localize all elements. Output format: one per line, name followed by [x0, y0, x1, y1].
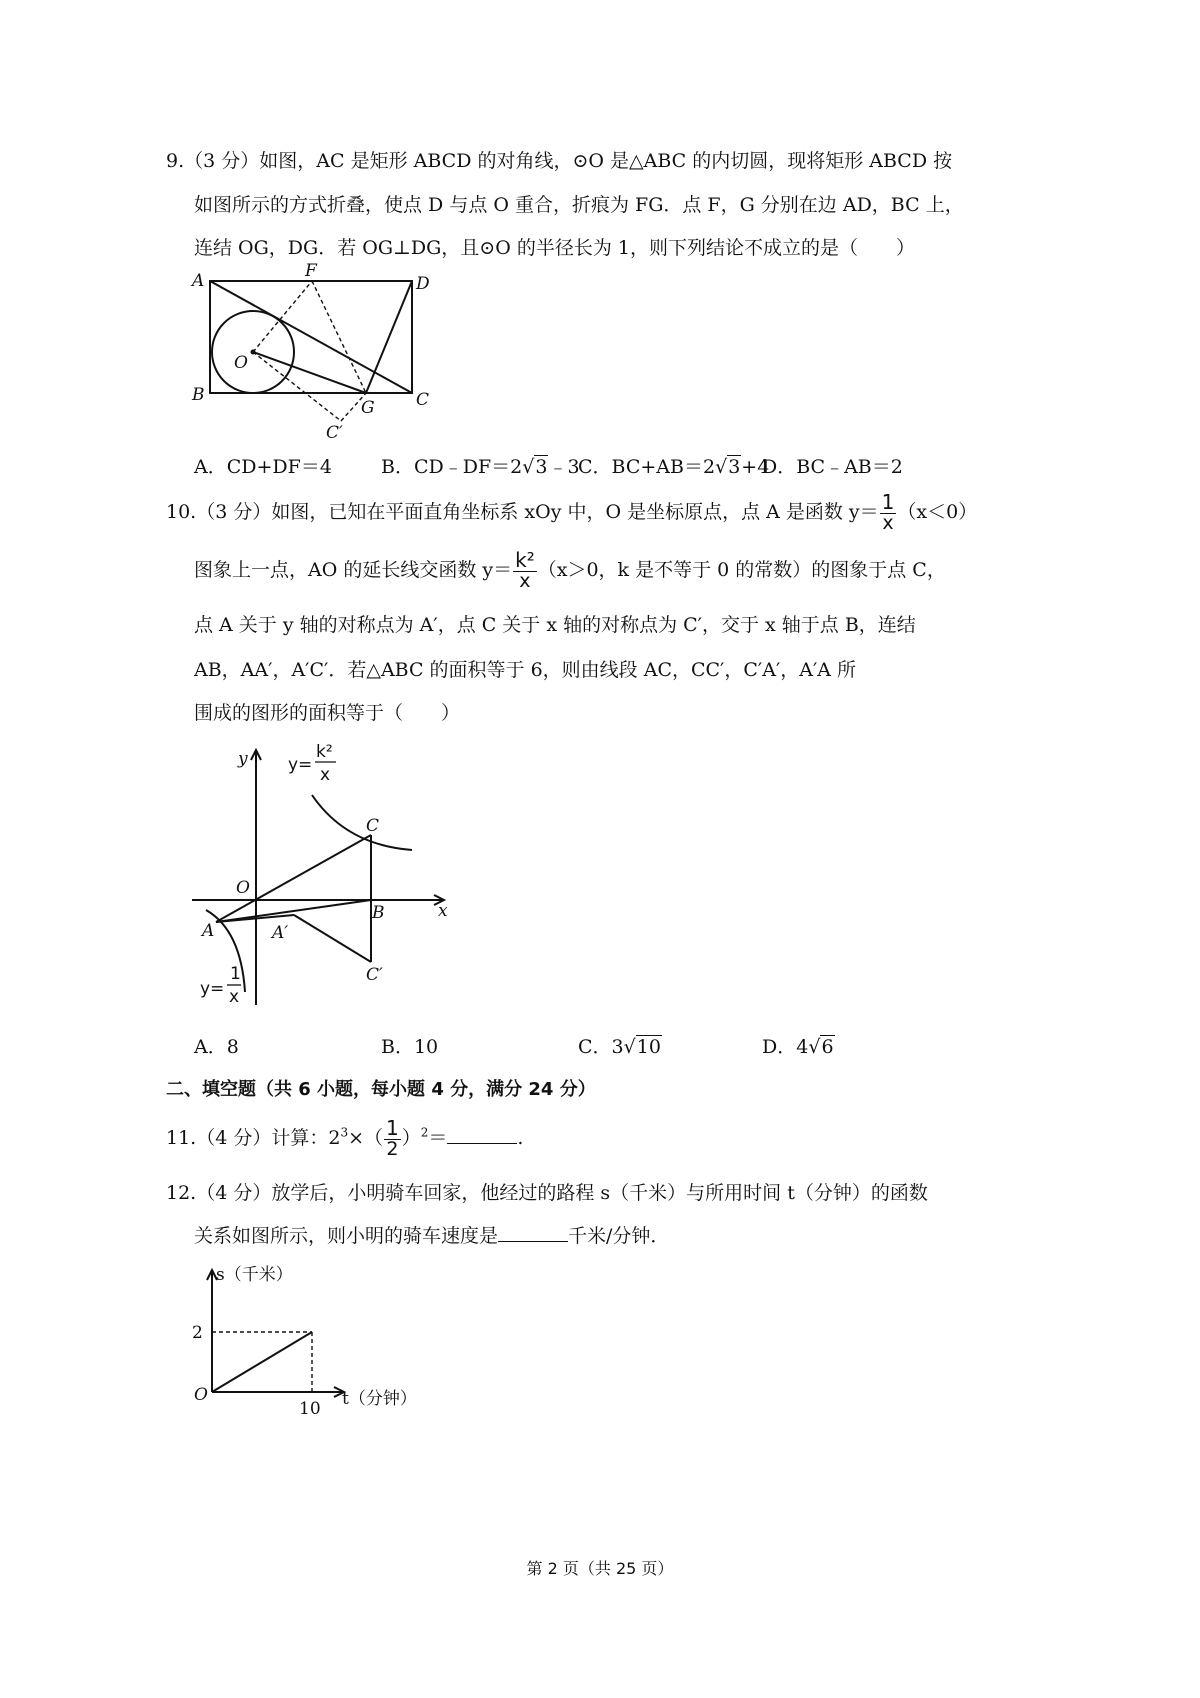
q11-equals: ＝ [428, 1126, 448, 1149]
label-d: D [416, 274, 430, 294]
q10-option-d[interactable] [762, 1032, 835, 1059]
label-b: B [372, 903, 385, 923]
q10-score: （3 分） [196, 500, 272, 523]
q10-option-d-text: D．4 [762, 1036, 809, 1058]
q10-option-c-text: C．3 [578, 1036, 624, 1058]
fraction-1-over-x [880, 492, 897, 534]
sqrt-sign-icon: √ [623, 1036, 636, 1058]
q12-number: 12. [166, 1182, 197, 1204]
segment-dg [366, 281, 412, 393]
q10-figure [186, 730, 476, 1020]
q11-score: （4 分） [196, 1126, 272, 1149]
q9-number: 9. [166, 150, 185, 172]
q9-option-d[interactable]: D．BC﹣AB＝2 [762, 456, 903, 478]
q12-text-2-tail: 千米/分钟． [568, 1225, 670, 1247]
q11-period: . [517, 1126, 524, 1149]
eq-bot-denominator: x [229, 987, 240, 1007]
eq-top-denominator: x [320, 765, 331, 785]
q10-text-1-tail: （x＜0） [897, 500, 978, 523]
q9-line3: 连结 OG，DG．若 OG⊥DG，且⊙O 的半径长为 1，则下列结论不成立的是（ ） [194, 237, 915, 259]
q10-option-a[interactable]: A．8 [194, 1036, 239, 1058]
q12-figure [186, 1262, 426, 1422]
page-footer: 第 2 页（共 25 页） [526, 1559, 674, 1578]
segment-ab [216, 900, 371, 922]
label-t-axis: t（分钟） [342, 1389, 417, 1409]
q11-times: ×（ [348, 1126, 384, 1149]
label-c: C [416, 390, 430, 410]
label-c: C [366, 816, 380, 836]
sqrt-sign-icon: √ [715, 456, 728, 478]
center-point-o [251, 350, 256, 355]
q10-number: 10. [166, 500, 197, 523]
label-a: A [192, 271, 205, 291]
q10-text-2-tail: （x＞0，k 是不等于 0 的常数）的图象于点 C， [537, 558, 946, 581]
fraction-numerator: 1 [881, 490, 895, 514]
q11-number: 11. [166, 1126, 197, 1149]
q9-option-c[interactable] [578, 452, 769, 479]
label-o: O [234, 353, 248, 373]
q9-text-1: 如图，AC 是矩形 ABCD 的对角线，⊙O 是△ABC 的内切圆，现将矩形 ABCD 按 [259, 150, 953, 172]
label-o: O [236, 878, 250, 898]
q9-line2: 如图所示的方式折叠，使点 D 与点 O 重合，折痕为 FG．点 F，G 分别在边 AD，BC 上， [194, 194, 964, 216]
section-2-title: 二、填空题（共 6 小题，每小题 4 分，满分 24 分） [166, 1079, 596, 1100]
q10-line4: AB，AA′，A′C′．若△ABC 的面积等于 6，则由线段 AC，CC′，C′A′，A′A 所 [194, 659, 857, 681]
q10-option-c-radicand: 10 [636, 1036, 661, 1058]
label-origin: O [194, 1385, 208, 1405]
q9-option-b-text: B．CD﹣DF＝2 [381, 456, 523, 478]
sqrt-sign-icon: √ [808, 1036, 821, 1058]
q12-text-2: 关系如图所示，则小明的骑车速度是 [194, 1225, 499, 1247]
fraction-1-over-2 [384, 1118, 401, 1160]
label-g: G [361, 398, 375, 418]
q9-option-c-text: C．BC+AB＝2 [578, 456, 716, 478]
q12-text-1: 放学后，小明骑车回家，他经过的路程 s（千米）与所用时间 t（分钟）的函数 [271, 1182, 928, 1204]
fraction-denominator: x [882, 512, 894, 534]
q10-text-2: 图象上一点，AO 的延长线交函数 y＝ [194, 558, 513, 581]
q10-line5: 围成的图形的面积等于（ ） [194, 702, 461, 724]
fraction-denominator: 2 [386, 1138, 399, 1160]
label-y-axis: y [238, 749, 248, 769]
label-a: A [202, 921, 215, 941]
q9-option-b[interactable] [381, 452, 580, 479]
q11-close-paren: ） [401, 1126, 421, 1149]
q11-answer-blank[interactable] [447, 1125, 517, 1144]
label-x-axis: x [438, 901, 448, 921]
q12-line2 [194, 1221, 669, 1248]
fraction-numerator: k² [515, 548, 535, 572]
segment-a2c2 [294, 915, 371, 962]
q11-exponent-2: 2 [420, 1125, 429, 1140]
q12-line1 [166, 1178, 928, 1205]
q10-text-1: 如图，已知在平面直角坐标系 xOy 中，O 是坐标原点，点 A 是函数 y＝ [271, 500, 879, 523]
label-c-prime: C′ [326, 423, 343, 443]
eq-top-prefix: y= [288, 755, 313, 775]
q12-score: （4 分） [196, 1182, 272, 1204]
q11-exponent-1: 3 [340, 1125, 349, 1140]
dash-oc2 [253, 352, 341, 421]
eq-top-numerator: k² [316, 742, 333, 762]
label-s-axis: s（千米） [216, 1265, 293, 1285]
sqrt-sign-icon: √ [522, 456, 535, 478]
fraction-numerator: 1 [386, 1116, 399, 1140]
label-b: B [192, 385, 205, 405]
q9-option-b-radicand: 3 [535, 456, 548, 478]
label-f: F [305, 261, 317, 281]
label-y-2: 2 [192, 1323, 203, 1343]
q10-option-b[interactable]: B．10 [381, 1036, 439, 1058]
q11-text: 计算：2 [271, 1126, 341, 1149]
q10-option-c[interactable] [578, 1032, 662, 1059]
q10-option-d-radicand: 6 [821, 1036, 834, 1058]
q9-option-c-radicand: 3 [728, 456, 741, 478]
q9-option-c-tail: +4 [741, 456, 770, 478]
curve-k2-over-x [312, 795, 412, 850]
eq-bot-numerator: 1 [230, 964, 241, 984]
graph-line [212, 1332, 312, 1392]
q9-option-a[interactable]: A．CD+DF＝4 [194, 456, 332, 478]
q10-line1 [166, 492, 977, 534]
diagonal-ac [210, 281, 412, 393]
q9-option-b-tail: ﹣3 [548, 456, 580, 478]
fraction-denominator: x [519, 570, 531, 592]
fraction-k2-over-x [513, 550, 537, 592]
q9-line1 [166, 146, 952, 173]
q12-answer-blank[interactable] [498, 1223, 568, 1242]
q10-line3: 点 A 关于 y 轴的对称点为 A′，点 C 关于 x 轴的对称点为 C′，交于 x 轴于点 B，连结 [194, 614, 916, 636]
q9-score: （3 分） [184, 150, 260, 172]
label-c-prime: C′ [366, 965, 383, 985]
q10-line2 [194, 550, 946, 592]
q9-figure [186, 256, 446, 446]
dash-of [253, 281, 312, 352]
eq-bot-prefix: y= [200, 979, 225, 999]
label-x-10: 10 [299, 1399, 321, 1419]
label-a-prime: A′ [272, 923, 289, 943]
q11-line [166, 1118, 523, 1160]
